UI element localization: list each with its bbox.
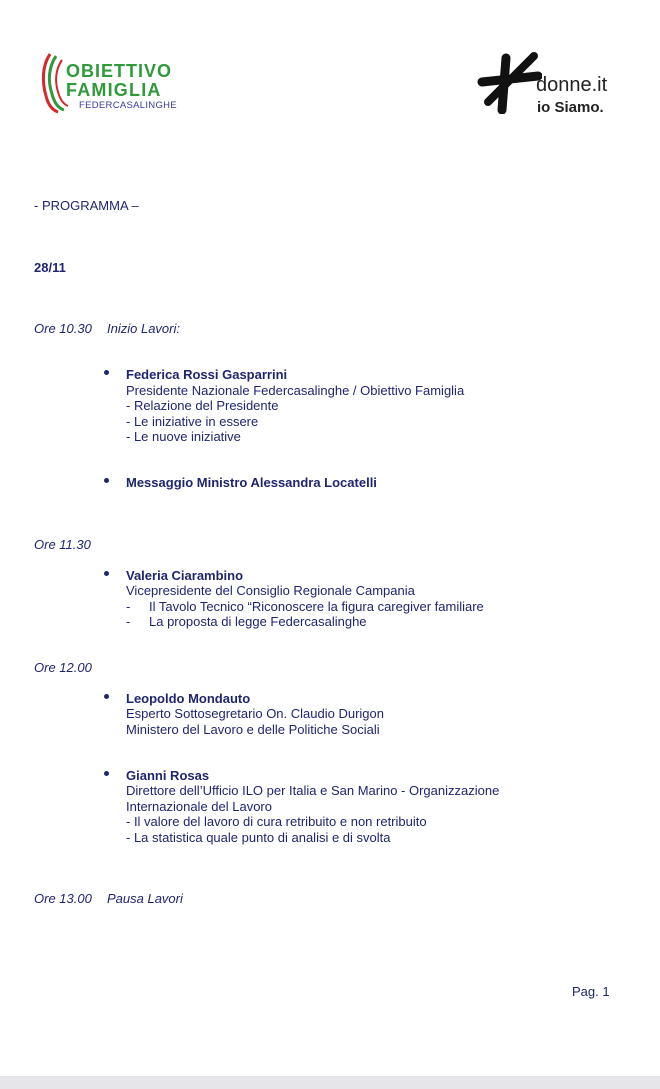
bottom-strip	[0, 1076, 660, 1089]
bullet	[104, 370, 109, 375]
logo-right-line1: donne.it	[536, 74, 608, 96]
speaker-line: Presidente Nazionale Federcasalinghe / Obiettivo Famiglia	[126, 383, 465, 398]
speaker-line: - Relazione del Presidente	[126, 398, 279, 413]
speaker-line: Internazionale del Lavoro	[126, 799, 272, 814]
slot-time: Ore 13.00	[34, 891, 92, 906]
slot-time: Ore 11.30	[34, 537, 91, 552]
speaker-name: Messaggio Ministro Alessandra Locatelli	[126, 475, 377, 490]
bullet	[104, 571, 109, 576]
speaker-line: Esperto Sottosegretario On. Claudio Durigon	[126, 706, 384, 721]
logo-star-icon	[476, 52, 542, 114]
logo-left-line2: FAMIGLIA	[66, 80, 162, 100]
date-heading: 28/11	[34, 260, 66, 275]
speaker-line: Direttore dell’Ufficio ILO per Italia e San Marino - Organizzazione	[126, 783, 500, 798]
logo-left-line3: FEDERCASALINGHE	[79, 100, 177, 111]
speaker-item: La proposta di legge Federcasalinghe	[149, 614, 367, 629]
speaker-item: Il Tavolo Tecnico “Riconoscere la figura caregiver familiare	[149, 599, 484, 614]
dash-marker: -	[126, 614, 131, 629]
bullet	[104, 478, 109, 483]
program-title: - PROGRAMMA –	[34, 198, 139, 213]
slot-label: Inizio Lavori:	[107, 321, 180, 336]
speaker-line: - Le nuove iniziative	[126, 429, 241, 444]
bullet	[104, 694, 109, 699]
speaker-line: Vicepresidente del Consiglio Regionale Campania	[126, 583, 415, 598]
speaker-line: - Le iniziative in essere	[126, 414, 259, 429]
speaker-line: - Il valore del lavoro di cura retribuito e non retribuito	[126, 814, 427, 829]
page-number: Pag. 1	[572, 984, 610, 999]
logo-left-line1: OBIETTIVO	[66, 61, 173, 81]
donne-it-logo	[476, 50, 636, 120]
speaker-line: Ministero del Lavoro e delle Politiche Sociali	[126, 722, 380, 737]
obiettivo-famiglia-logo	[38, 50, 208, 114]
slot-label: Pausa Lavori	[107, 891, 183, 906]
dash-marker: -	[126, 599, 131, 614]
logo-right-line2: io Siamo.	[537, 99, 604, 116]
speaker-line: - La statistica quale punto di analisi e di svolta	[126, 830, 391, 845]
slot-time: Ore 12.00	[34, 660, 92, 675]
speaker-name: Gianni Rosas	[126, 768, 210, 783]
bullet	[104, 771, 109, 776]
speaker-name: Federica Rossi Gasparrini	[126, 367, 288, 382]
slot-time: Ore 10.30	[34, 321, 92, 336]
speaker-name: Leopoldo Mondauto	[126, 691, 251, 706]
speaker-name: Valeria Ciarambino	[126, 568, 244, 583]
